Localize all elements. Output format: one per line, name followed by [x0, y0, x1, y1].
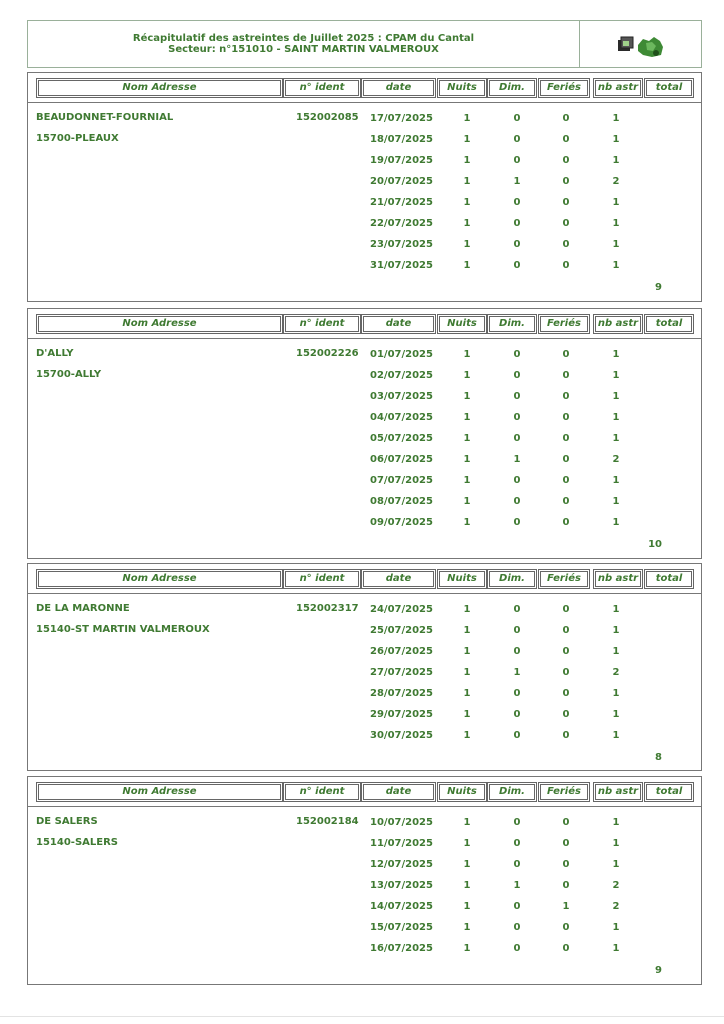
row-nuits: 1: [463, 176, 471, 187]
row-date: 30/07/2025: [370, 730, 433, 741]
column-header: Nuits: [437, 314, 487, 334]
row-nb-astr: 1: [612, 197, 620, 208]
row-feries: 0: [562, 625, 570, 636]
row-nb-astr: 1: [612, 475, 620, 486]
column-header: Feriés: [538, 782, 590, 802]
doctor-block: [27, 563, 702, 771]
row-date: 26/07/2025: [370, 646, 433, 657]
row-dim: 0: [513, 604, 521, 615]
column-header: date: [361, 782, 436, 802]
row-nuits: 1: [463, 454, 471, 465]
row-dim: 0: [513, 433, 521, 444]
row-dim: 1: [513, 667, 521, 678]
row-feries: 0: [562, 349, 570, 360]
row-nb-astr: 1: [612, 730, 620, 741]
row-date: 14/07/2025: [370, 901, 433, 912]
column-header: nb astr: [593, 314, 643, 334]
row-date: 08/07/2025: [370, 496, 433, 507]
column-header: Nom Adresse: [36, 782, 283, 802]
row-date: 09/07/2025: [370, 517, 433, 528]
row-feries: 0: [562, 943, 570, 954]
column-header-row: [28, 73, 701, 103]
page-bottom-divider: [0, 1016, 724, 1017]
doctor-ident: 152002317: [296, 603, 359, 614]
column-header: Feriés: [538, 569, 590, 589]
row-nuits: 1: [463, 901, 471, 912]
doctor-ident: 152002085: [296, 112, 359, 123]
row-nb-astr: 1: [612, 349, 620, 360]
column-header: Dim.: [487, 569, 537, 589]
row-nuits: 1: [463, 433, 471, 444]
column-header: total: [644, 782, 694, 802]
report-header: [27, 20, 702, 68]
column-header: nb astr: [593, 569, 643, 589]
row-date: 05/07/2025: [370, 433, 433, 444]
row-nuits: 1: [463, 349, 471, 360]
row-dim: 0: [513, 475, 521, 486]
doctor-city: 15140-ST MARTIN VALMEROUX: [36, 624, 210, 635]
row-feries: 0: [562, 218, 570, 229]
column-header: Feriés: [538, 314, 590, 334]
column-header: total: [644, 314, 694, 334]
row-nuits: 1: [463, 517, 471, 528]
row-nb-astr: 1: [612, 943, 620, 954]
column-header: Nuits: [437, 569, 487, 589]
column-header: n° ident: [283, 782, 361, 802]
report-title: Récapitulatif des astreintes de Juillet 2025 : CPAM du Cantal: [132, 33, 475, 44]
doctor-ident: 152002184: [296, 816, 359, 827]
row-feries: 0: [562, 817, 570, 828]
column-header: Dim.: [487, 782, 537, 802]
row-nb-astr: 2: [612, 667, 620, 678]
column-header: n° ident: [283, 78, 361, 98]
row-feries: 0: [562, 646, 570, 657]
row-feries: 0: [562, 433, 570, 444]
row-nuits: 1: [463, 239, 471, 250]
row-nb-astr: 1: [612, 604, 620, 615]
row-date: 03/07/2025: [370, 391, 433, 402]
row-feries: 0: [562, 667, 570, 678]
column-header: Nom Adresse: [36, 569, 283, 589]
row-nuits: 1: [463, 113, 471, 124]
row-date: 07/07/2025: [370, 475, 433, 486]
row-date: 02/07/2025: [370, 370, 433, 381]
doctor-block: [27, 72, 702, 302]
row-nb-astr: 1: [612, 646, 620, 657]
row-nb-astr: 1: [612, 625, 620, 636]
row-date: 12/07/2025: [370, 859, 433, 870]
report-titles: [28, 21, 580, 67]
row-nb-astr: 1: [612, 709, 620, 720]
row-feries: 0: [562, 688, 570, 699]
row-nb-astr: 1: [612, 113, 620, 124]
row-nuits: 1: [463, 730, 471, 741]
row-nb-astr: 2: [612, 454, 620, 465]
row-nb-astr: 2: [612, 880, 620, 891]
row-feries: 0: [562, 730, 570, 741]
row-feries: 0: [562, 922, 570, 933]
row-dim: 0: [513, 922, 521, 933]
row-dim: 0: [513, 901, 521, 912]
row-nb-astr: 1: [612, 391, 620, 402]
row-dim: 0: [513, 838, 521, 849]
row-date: 15/07/2025: [370, 922, 433, 933]
column-header: nb astr: [593, 78, 643, 98]
row-dim: 0: [513, 239, 521, 250]
row-dim: 0: [513, 113, 521, 124]
row-nuits: 1: [463, 475, 471, 486]
column-header: total: [644, 569, 694, 589]
column-header-row: [28, 777, 701, 807]
row-date: 25/07/2025: [370, 625, 433, 636]
row-date: 29/07/2025: [370, 709, 433, 720]
row-nb-astr: 1: [612, 433, 620, 444]
row-nuits: 1: [463, 859, 471, 870]
column-header: Dim.: [487, 314, 537, 334]
row-date: 01/07/2025: [370, 349, 433, 360]
row-feries: 0: [562, 496, 570, 507]
row-dim: 0: [513, 817, 521, 828]
row-feries: 0: [562, 859, 570, 870]
doctor-name: BEAUDONNET-FOURNIAL: [36, 112, 174, 123]
row-feries: 0: [562, 604, 570, 615]
row-dim: 0: [513, 730, 521, 741]
row-dim: 0: [513, 625, 521, 636]
column-header: Feriés: [538, 78, 590, 98]
row-dim: 0: [513, 943, 521, 954]
row-dim: 0: [513, 260, 521, 271]
row-dim: 0: [513, 646, 521, 657]
row-dim: 0: [513, 349, 521, 360]
row-nuits: 1: [463, 943, 471, 954]
column-header: Nom Adresse: [36, 314, 283, 334]
row-nb-astr: 1: [612, 134, 620, 145]
row-dim: 0: [513, 197, 521, 208]
row-nuits: 1: [463, 370, 471, 381]
row-feries: 0: [562, 475, 570, 486]
row-nuits: 1: [463, 838, 471, 849]
column-header: Nuits: [437, 78, 487, 98]
doctor-city: 15140-SALERS: [36, 837, 118, 848]
row-feries: 0: [562, 838, 570, 849]
doctor-name: D'ALLY: [36, 348, 74, 359]
row-nuits: 1: [463, 604, 471, 615]
doctor-block: [27, 308, 702, 559]
row-feries: 0: [562, 197, 570, 208]
row-nb-astr: 1: [612, 370, 620, 381]
row-nb-astr: 1: [612, 155, 620, 166]
row-dim: 0: [513, 709, 521, 720]
row-nb-astr: 1: [612, 859, 620, 870]
row-date: 17/07/2025: [370, 113, 433, 124]
row-feries: 0: [562, 155, 570, 166]
row-feries: 0: [562, 134, 570, 145]
row-dim: 0: [513, 134, 521, 145]
row-nuits: 1: [463, 496, 471, 507]
row-nuits: 1: [463, 880, 471, 891]
row-nuits: 1: [463, 218, 471, 229]
row-feries: 0: [562, 176, 570, 187]
row-nuits: 1: [463, 688, 471, 699]
column-header-row: [28, 564, 701, 594]
column-header-row: [28, 309, 701, 339]
doctor-block: [27, 776, 702, 985]
block-total: 10: [648, 539, 662, 550]
app-logo-icon: [616, 33, 666, 59]
row-nuits: 1: [463, 709, 471, 720]
doctor-city: 15700-PLEAUX: [36, 133, 119, 144]
row-date: 27/07/2025: [370, 667, 433, 678]
row-date: 04/07/2025: [370, 412, 433, 423]
row-dim: 0: [513, 391, 521, 402]
row-feries: 0: [562, 239, 570, 250]
row-date: 06/07/2025: [370, 454, 433, 465]
row-date: 20/07/2025: [370, 176, 433, 187]
row-dim: 0: [513, 155, 521, 166]
row-feries: 1: [562, 901, 570, 912]
doctor-name: DE SALERS: [36, 816, 98, 827]
row-date: 18/07/2025: [370, 134, 433, 145]
row-date: 10/07/2025: [370, 817, 433, 828]
row-nuits: 1: [463, 817, 471, 828]
row-date: 23/07/2025: [370, 239, 433, 250]
row-feries: 0: [562, 412, 570, 423]
row-dim: 0: [513, 859, 521, 870]
row-feries: 0: [562, 260, 570, 271]
row-nb-astr: 1: [612, 260, 620, 271]
row-date: 28/07/2025: [370, 688, 433, 699]
report-subtitle: Secteur: n°151010 - SAINT MARTIN VALMEROUX: [168, 44, 439, 55]
row-feries: 0: [562, 391, 570, 402]
row-dim: 0: [513, 218, 521, 229]
block-total: 9: [655, 282, 662, 293]
doctor-ident: 152002226: [296, 348, 359, 359]
column-header: n° ident: [283, 314, 361, 334]
row-dim: 0: [513, 517, 521, 528]
doctor-city: 15700-ALLY: [36, 369, 102, 380]
row-nuits: 1: [463, 134, 471, 145]
column-header: date: [361, 78, 436, 98]
row-nb-astr: 1: [612, 239, 620, 250]
row-nb-astr: 1: [612, 496, 620, 507]
row-date: 22/07/2025: [370, 218, 433, 229]
row-nuits: 1: [463, 197, 471, 208]
row-nuits: 1: [463, 625, 471, 636]
row-nuits: 1: [463, 260, 471, 271]
column-header: Nuits: [437, 782, 487, 802]
block-total: 8: [655, 752, 662, 763]
row-nb-astr: 1: [612, 412, 620, 423]
row-nb-astr: 1: [612, 817, 620, 828]
column-header: date: [361, 569, 436, 589]
row-feries: 0: [562, 113, 570, 124]
row-date: 31/07/2025: [370, 260, 433, 271]
column-header: nb astr: [593, 782, 643, 802]
row-nb-astr: 2: [612, 901, 620, 912]
row-feries: 0: [562, 880, 570, 891]
row-date: 19/07/2025: [370, 155, 433, 166]
column-header: Nom Adresse: [36, 78, 283, 98]
block-total: 9: [655, 965, 662, 976]
row-nuits: 1: [463, 922, 471, 933]
row-nb-astr: 1: [612, 517, 620, 528]
doctor-name: DE LA MARONNE: [36, 603, 130, 614]
column-header: Dim.: [487, 78, 537, 98]
column-header: n° ident: [283, 569, 361, 589]
row-dim: 0: [513, 688, 521, 699]
row-feries: 0: [562, 709, 570, 720]
row-nuits: 1: [463, 646, 471, 657]
row-date: 11/07/2025: [370, 838, 433, 849]
row-date: 13/07/2025: [370, 880, 433, 891]
row-dim: 1: [513, 454, 521, 465]
row-nb-astr: 2: [612, 176, 620, 187]
row-date: 24/07/2025: [370, 604, 433, 615]
column-header: total: [644, 78, 694, 98]
row-nuits: 1: [463, 155, 471, 166]
row-dim: 1: [513, 176, 521, 187]
row-nuits: 1: [463, 667, 471, 678]
row-dim: 0: [513, 496, 521, 507]
row-feries: 0: [562, 517, 570, 528]
column-header: date: [361, 314, 436, 334]
row-nb-astr: 1: [612, 838, 620, 849]
row-feries: 0: [562, 370, 570, 381]
row-nb-astr: 1: [612, 688, 620, 699]
row-dim: 1: [513, 880, 521, 891]
row-dim: 0: [513, 412, 521, 423]
row-date: 21/07/2025: [370, 197, 433, 208]
row-feries: 0: [562, 454, 570, 465]
row-nb-astr: 1: [612, 922, 620, 933]
row-nuits: 1: [463, 412, 471, 423]
row-nb-astr: 1: [612, 218, 620, 229]
row-date: 16/07/2025: [370, 943, 433, 954]
row-nuits: 1: [463, 391, 471, 402]
row-dim: 0: [513, 370, 521, 381]
